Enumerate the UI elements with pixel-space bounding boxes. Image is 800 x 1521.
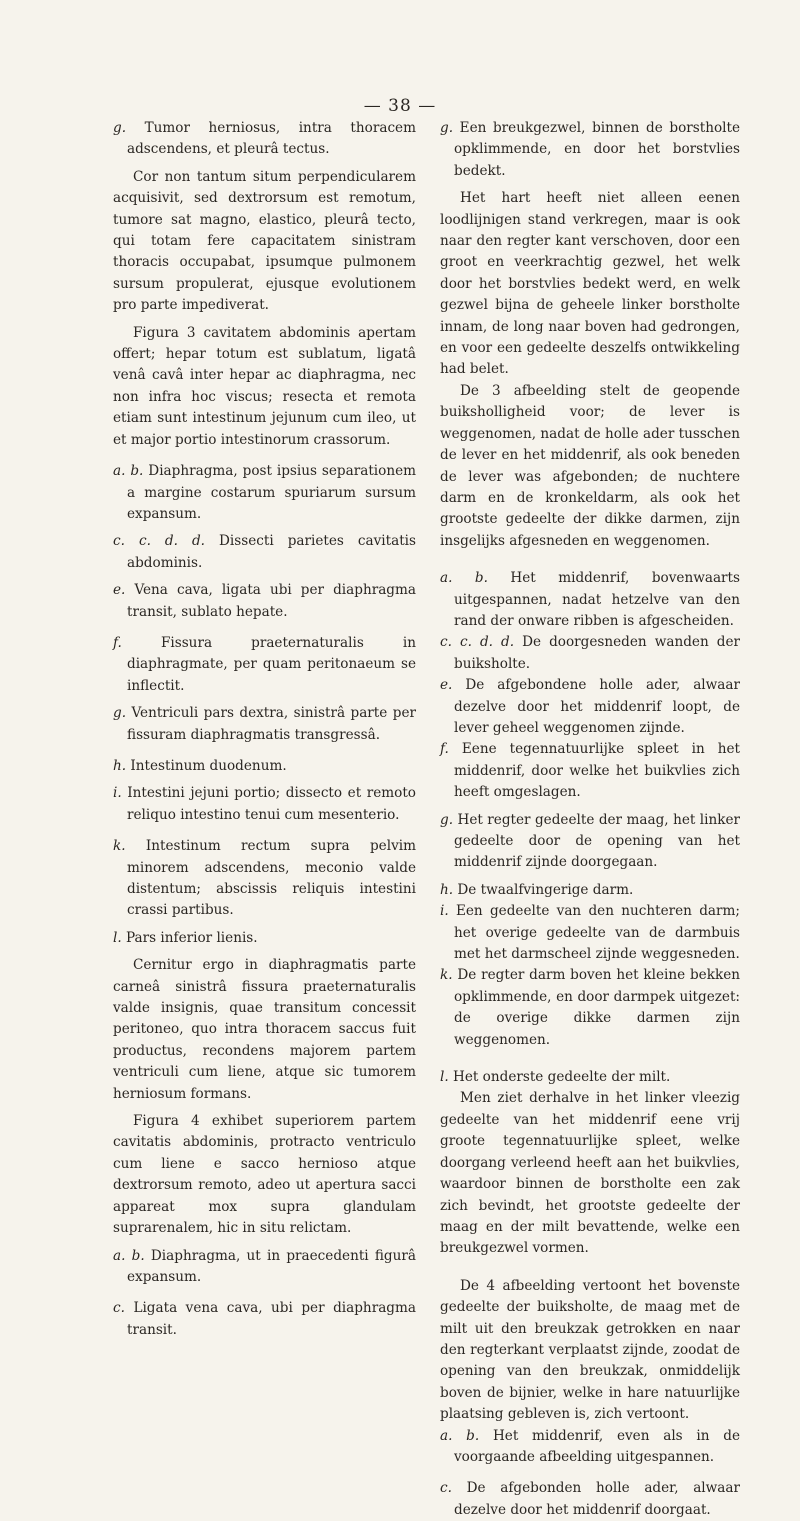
entry-text: De regter darm boven het kleine bekken opklimmende, en door darmpek uitgezet: de overige dikke darmen zijn weggenomen. (454, 967, 740, 1048)
entry-text: Dissecti parietes cavitatis abdominis. (127, 533, 416, 571)
dutch-entry (440, 880, 740, 901)
entry-text: Vena cava, ligata ubi per diaphragma transit, sublato hepate. (127, 582, 416, 620)
latin-entry (113, 633, 416, 697)
latin-entry (113, 756, 416, 777)
dutch-column (440, 118, 740, 1521)
latin-entry (113, 783, 416, 826)
entry-text: Intestinum duodenum. (130, 757, 287, 774)
dutch-paragraph-afbeelding-3: De 3 afbeelding stelt de geopende buiksholligheid voor; de lever is weggenomen, nadat de holle ader tusschen de lever en het middenrif, als ook beneden de lever was afgebonden; de nuchtere darm en de kronkeldarm, als ook het grootste gedeelte der dikke darmen, zijn insgelijks afgesneden en weggenomen. (440, 382, 740, 549)
entry-label: h. (113, 757, 127, 774)
entry-text: Fissura praeternaturalis in diaphragmate, per quam peritonaeum se inflectit. (127, 634, 416, 694)
dutch-paragraph-men-ziet: Men ziet derhalve in het linker vleezig gedeelte van het middenrif eene vrij groote tegennatuurlijke spleet, welke doorgang verleend heeft aan het buikvlies, waardoor binnen de borstholte een zak zich bevindt, het grootste gedeelte der maag en der milt bevattende, welke een breukgezwel vormen. (440, 1090, 740, 1257)
entry-label: i. (113, 785, 122, 802)
latin-entry (113, 928, 416, 949)
entry-label: a. b. (440, 1427, 480, 1444)
entry-text: Tumor herniosus, intra thoracem adscendens, et pleurâ tectus. (127, 120, 416, 158)
entry-label: f. (113, 634, 122, 651)
entry-label: l. (113, 929, 122, 946)
dutch-paragraph-afbeelding-4: De 4 afbeelding vertoont het bovenste gedeelte der buiksholte, de maag met de milt uit den breukzak getrokken en naar den regterkant verplaatst zijnde, zoodat de opening van den breukzak, onmiddelijk boven de bijnier, welke in hare natuurlijke plaatsing gebleven is, zich vertoont. (440, 1277, 740, 1423)
latin-column (113, 118, 416, 1341)
entry-label: g. (113, 120, 127, 136)
entry-label: e. (113, 582, 126, 599)
latin-paragraph-cor: Cor non tantum situm perpendicularem acquisivit, sed dextrorsum est remotum, tumore sat magno, elastico, pleurâ tecto, qui totam fere capacitatem sinistram thoracis occupabat, ipsumque pulmonem sursum propulerat, ejusque evolutionem pro parte impediverat. (113, 168, 416, 314)
dutch-entry (440, 675, 740, 739)
entry-label: a. b. (113, 1247, 145, 1264)
entry-label: g. (440, 120, 454, 136)
latin-entry (113, 1246, 416, 1289)
latin-entry (113, 836, 416, 922)
dutch-entry (440, 1426, 740, 1469)
dutch-entry (440, 810, 740, 874)
entry-label: c. (113, 1300, 125, 1317)
entry-text: Het middenrif, bovenwaarts uitgespannen, nadat hetzelve van den rand der onware ribben is afgescheiden. (454, 570, 740, 629)
entry-text: Diaphragma, post ipsius separationem a margine costarum spuriarum sursum expansum. (127, 463, 417, 522)
entry-label: i. (440, 903, 449, 920)
entry-text: De twaalfvingerige darm. (457, 881, 634, 898)
entry-text: Het onderste gedeelte der milt. (453, 1069, 671, 1086)
entry-text: Het regter gedeelte der maag, het linker gedeelte door de opening van het middenrif zijnde doorgegaan. (454, 811, 740, 871)
dutch-entry (440, 568, 740, 632)
dutch-entry (440, 1478, 740, 1521)
dutch-entry-g (440, 118, 740, 182)
entry-text: De afgebondene holle ader, alwaar dezelve door het middenrif loopt, de lever geheel weggenomen zijnde. (454, 677, 740, 736)
entry-text: Een gedeelte van den nuchteren darm; het overige gedeelte van de darmbuis met het darmscheel zijnde weggesneden. (454, 903, 740, 963)
entry-label: a. b. (113, 463, 144, 480)
entry-text: Pars inferior lienis. (126, 929, 258, 946)
entry-text: De afgebonden holle ader, alwaar dezelve door het middenrif doorgaat. (454, 1480, 740, 1518)
entry-label: e. (440, 677, 453, 694)
entry-text: Diaphragma, ut in praecedenti figurâ expansum. (127, 1247, 416, 1285)
entry-label: g. (440, 811, 454, 828)
entry-label: g. (113, 705, 127, 722)
dutch-entry (440, 901, 740, 965)
entry-text: Ventriculi pars dextra, sinistrâ parte per fissuram diaphragmatis transgressâ. (127, 705, 416, 743)
entry-label: l. (440, 1069, 449, 1086)
entry-label: a. b. (440, 570, 488, 587)
entry-text: Eene tegennatuurlijke spleet in het middenrif, door welke het buikvlies zich heeft omgeslagen. (454, 741, 740, 801)
dutch-entry (440, 1067, 740, 1088)
latin-entry (113, 461, 416, 525)
dutch-entry (440, 965, 740, 1051)
entry-text: De doorgesneden wanden der buiksholte. (454, 634, 740, 672)
latin-entry (113, 580, 416, 623)
entry-text: Intestini jejuni portio; dissecto et remoto reliquo intestino tenui cum mesenterio. (127, 785, 416, 823)
latin-paragraph-figura-4: Figura 4 exhibet superiorem partem cavitatis abdominis, protracto ventriculo cum liene e sacco hernioso atque dextrorsum remoto, adeo ut apertura sacci appareat mox supra glandulam suprarenalem, hic in situ relictam. (113, 1113, 416, 1237)
latin-entry (113, 703, 416, 746)
entry-text: Het middenrif, even als in de voorgaande afbeelding uitgespannen. (454, 1427, 740, 1465)
entry-label: c. c. d. d. (440, 634, 515, 651)
entry-label: c. c. d. d. (113, 533, 205, 550)
entry-label: f. (440, 741, 449, 758)
dutch-paragraph-hart: Het hart heeft niet alleen eenen loodlijnigen stand verkregen, maar is ook naar den regter kant verschoven, door een groot en veerkrachtig gezwel, het welk door het borstvlies bedekt werd, en welk gezwel bijna de geheele linker borstholte innam, de long naar boven had gedrongen, en voor een gedeelte deszelfs ontwikkeling had belet. (440, 190, 740, 378)
entry-label: k. (440, 967, 453, 984)
latin-entry-g (113, 118, 416, 161)
page-number: — 38 — (363, 96, 437, 116)
entry-text: Ligata vena cava, ubi per diaphragma transit. (127, 1300, 416, 1338)
entry-text: Intestinum rectum supra pelvim minorem adscendens, meconio valde distentum; abscissis reliquis intestini crassi partibus. (127, 838, 416, 919)
entry-label: c. (440, 1480, 452, 1497)
latin-paragraph-figura-3: Figura 3 cavitatem abdominis apertam offert; hepar totum est sublatum, ligatâ venâ cavâ inter hepar ac diaphragma, nec non infra hoc viscus; resecta et remota etiam sunt intestinum jejunum cum ileo, ut et major portio intestinorum crassorum. (113, 324, 416, 448)
entry-label: k. (113, 838, 126, 855)
entry-text: Een breukgezwel, binnen de borstholte opklimmende, en door het borstvlies bedekt. (454, 120, 740, 179)
dutch-entry (440, 632, 740, 675)
latin-entry (113, 531, 416, 574)
dutch-entry (440, 739, 740, 803)
entry-label: h. (440, 881, 454, 898)
latin-paragraph-cernitur: Cernitur ergo in diaphragmatis parte carneâ sinistrâ fissura praeternaturalis valde insignis, quae transitum concessit peritoneo, quo intra thoracem saccus fuit productus, recondens majorem partem ventriculi cum liene, atque sic tumorem herniosum formans. (113, 957, 416, 1102)
